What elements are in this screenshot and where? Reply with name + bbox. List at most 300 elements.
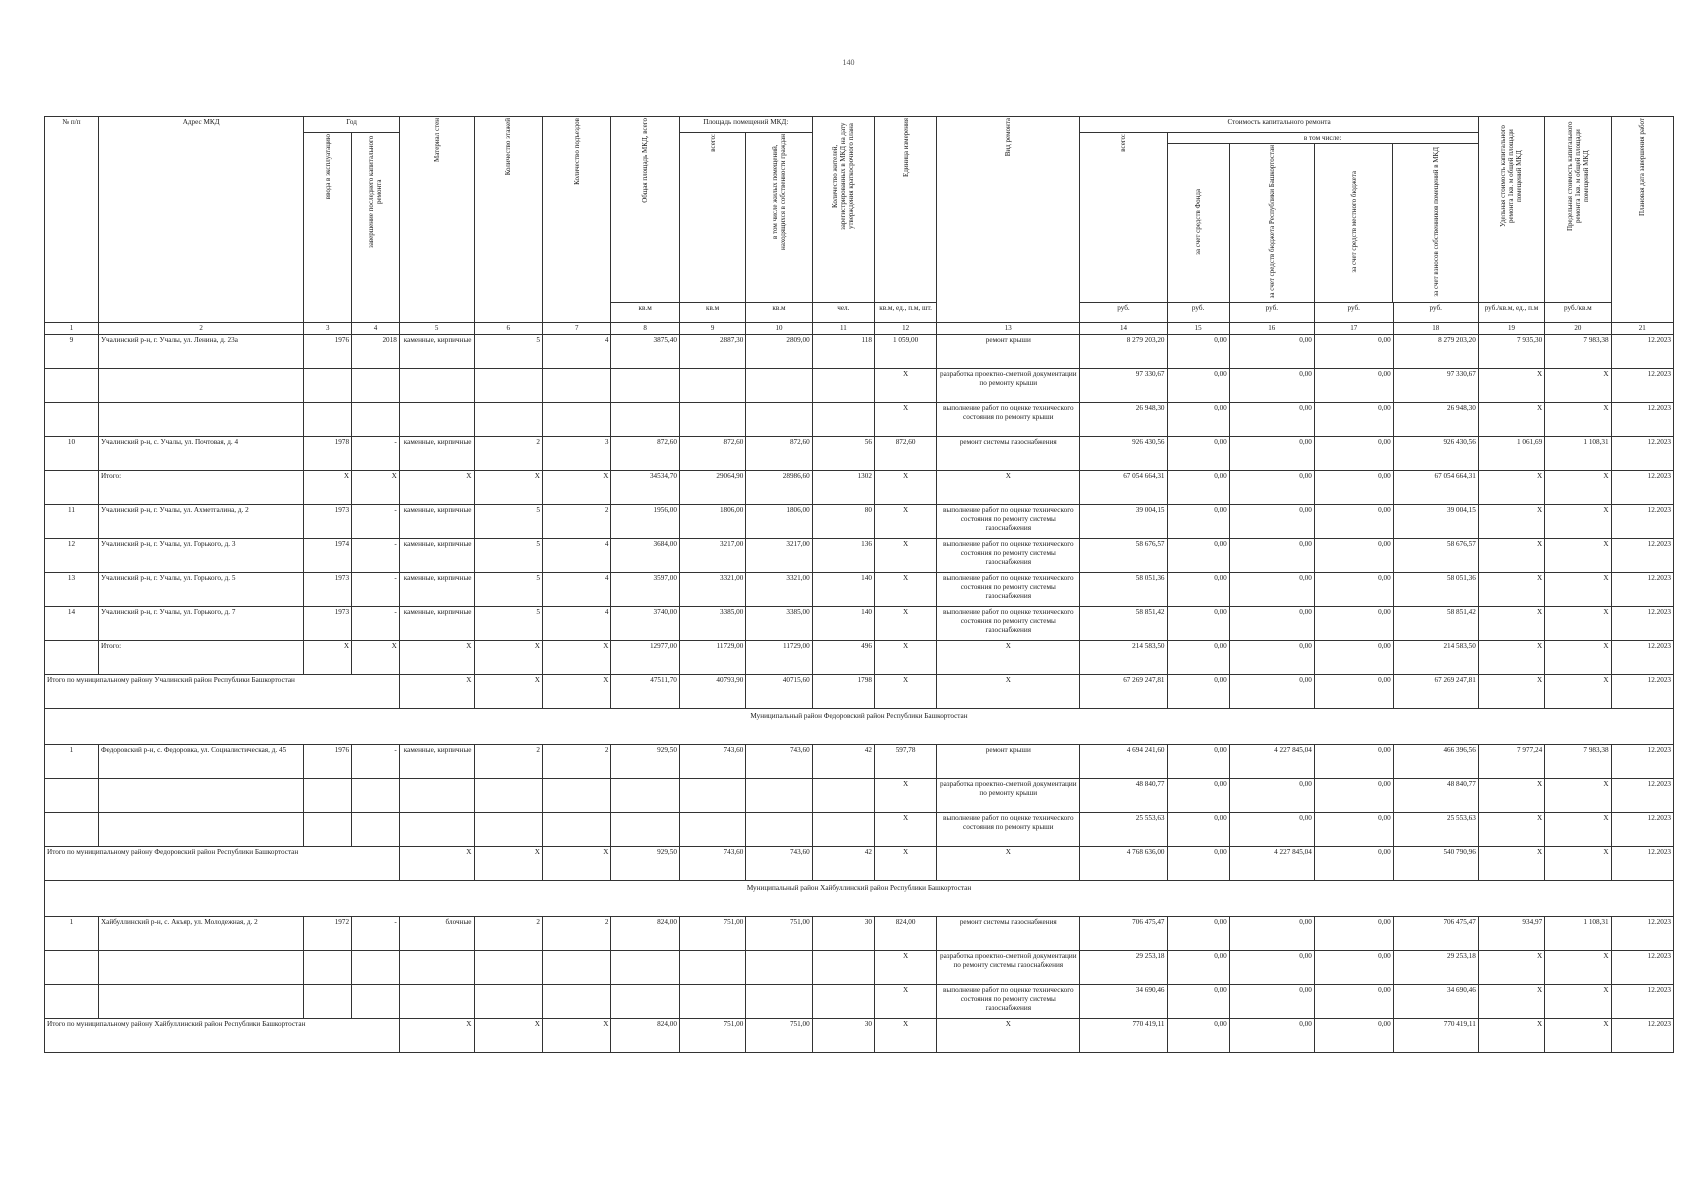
- cost-fund-cell: 0,00: [1167, 1019, 1229, 1053]
- repair-type-cell: ремонт крыши: [937, 745, 1080, 779]
- cost-fund-cell: 0,00: [1167, 847, 1229, 881]
- premises-total-cell: 2887,30: [679, 335, 745, 369]
- wall-material-cell: каменные, кирпичные: [399, 607, 474, 641]
- unit-cost-cell: 1 061,69: [1478, 437, 1544, 471]
- repair-type-cell: разработка проектно-сметной документации по ремонту крыши: [937, 369, 1080, 403]
- unit-cost-cell: X: [1478, 985, 1544, 1019]
- wall-material-cell: X: [399, 641, 474, 675]
- empty-cell: [352, 779, 400, 813]
- premises-total-cell: 743,60: [679, 745, 745, 779]
- cost-local-cell: 0,00: [1314, 335, 1393, 369]
- wall-material-cell: каменные, кирпичные: [399, 745, 474, 779]
- unit-cost-fund: руб.: [1167, 303, 1229, 323]
- empty-cell: [746, 813, 812, 847]
- address-cell: Учалинский р-н, г. Учалы, ул. Ленина, д. 23а: [98, 335, 303, 369]
- planned-date-cell: 12.2023: [1611, 641, 1673, 675]
- year-commission-cell: 1974: [304, 539, 352, 573]
- residents-cell: 42: [812, 847, 874, 881]
- entrances-cell: 4: [542, 539, 610, 573]
- sub-work-row: [45, 813, 1674, 847]
- entrances-cell: 4: [542, 573, 610, 607]
- header-planned-date: Плановая дата завершения работ: [1611, 117, 1673, 323]
- house-row: [45, 505, 1674, 539]
- wall-material-cell: каменные, кирпичные: [399, 335, 474, 369]
- cost-owners-cell: 97 330,67: [1393, 369, 1478, 403]
- measure-cell: X: [874, 847, 936, 881]
- empty-cell: [812, 985, 874, 1019]
- entrances-cell: X: [542, 471, 610, 505]
- empty-cell: [98, 779, 303, 813]
- max-cost-cell: X: [1545, 847, 1611, 881]
- header-year-commission: ввода в эксплуатацию: [304, 133, 352, 323]
- header-unit: Единица измерения: [874, 117, 936, 303]
- header-cost-republic: за счет средств бюджета Республики Башкортостан: [1230, 144, 1315, 302]
- row-number-cell: 12: [45, 539, 99, 573]
- total-area-cell: 824,00: [611, 1019, 679, 1053]
- residents-cell: 42: [812, 745, 874, 779]
- wall-material-cell: каменные, кирпичные: [399, 505, 474, 539]
- cost-local-cell: 0,00: [1314, 745, 1393, 779]
- row-number-cell: 11: [45, 505, 99, 539]
- cost-fund-cell: 0,00: [1167, 675, 1229, 709]
- cost-fund-cell: 0,00: [1167, 813, 1229, 847]
- premises-residential-cell: 1806,00: [746, 505, 812, 539]
- column-number: 17: [1314, 323, 1393, 335]
- year-last-repair-cell: -: [352, 917, 400, 951]
- sub-work-row: [45, 779, 1674, 813]
- residents-cell: 56: [812, 437, 874, 471]
- unit-unit-cost: руб./кв.м, ед., п.м: [1478, 303, 1544, 323]
- year-commission-cell: 1972: [304, 917, 352, 951]
- repair-type-cell: X: [937, 471, 1080, 505]
- cost-local-cell: 0,00: [1314, 813, 1393, 847]
- max-cost-cell: X: [1545, 607, 1611, 641]
- floors-cell: 2: [474, 745, 542, 779]
- subtotal-row: [45, 641, 1674, 675]
- column-number: 1: [45, 323, 99, 335]
- empty-cell: [399, 779, 474, 813]
- cost-total-cell: 214 583,50: [1080, 641, 1167, 675]
- year-last-repair-cell: -: [352, 539, 400, 573]
- planned-date-cell: 12.2023: [1611, 573, 1673, 607]
- unit-premises-residential: кв.м: [746, 303, 812, 323]
- unit-unit: кв.м, ед., п.м, шт.: [874, 303, 936, 323]
- cost-owners-cell: 58 676,57: [1393, 539, 1478, 573]
- cost-local-cell: 0,00: [1314, 607, 1393, 641]
- premises-total-cell: 29064,90: [679, 471, 745, 505]
- empty-cell: [45, 813, 99, 847]
- repair-type-cell: разработка проектно-сметной документации по ремонту крыши: [937, 779, 1080, 813]
- header-premises-area: Площадь помещений МКД:: [679, 117, 812, 133]
- max-cost-cell: X: [1545, 641, 1611, 675]
- year-commission-cell: 1973: [304, 505, 352, 539]
- total-area-cell: 824,00: [611, 917, 679, 951]
- cost-republic-cell: 0,00: [1229, 403, 1314, 437]
- column-number: 18: [1393, 323, 1478, 335]
- empty-cell: [399, 985, 474, 1019]
- measure-cell: X: [874, 1019, 936, 1053]
- empty-cell: [679, 369, 745, 403]
- table-body: [45, 335, 1674, 1053]
- measure-cell: X: [874, 675, 936, 709]
- empty-cell: [474, 813, 542, 847]
- measure-cell: X: [874, 985, 936, 1019]
- max-cost-cell: X: [1545, 573, 1611, 607]
- year-last-repair-cell: -: [352, 745, 400, 779]
- entrances-cell: 2: [542, 745, 610, 779]
- cost-total-cell: 39 004,15: [1080, 505, 1167, 539]
- cost-local-cell: 0,00: [1314, 847, 1393, 881]
- residents-cell: 140: [812, 607, 874, 641]
- unit-cost-total: руб.: [1080, 303, 1167, 323]
- empty-cell: [542, 985, 610, 1019]
- row-number-cell: 1: [45, 917, 99, 951]
- column-number: 2: [98, 323, 303, 335]
- floors-cell: X: [474, 641, 542, 675]
- empty-cell: [611, 403, 679, 437]
- repair-type-cell: выполнение работ по оценке технического состояния по ремонту системы газоснабжения: [937, 985, 1080, 1019]
- column-numbers-row: [45, 323, 1674, 335]
- empty-cell: [474, 985, 542, 1019]
- cost-local-cell: 0,00: [1314, 951, 1393, 985]
- entrances-cell: X: [542, 675, 610, 709]
- planned-date-cell: 12.2023: [1611, 779, 1673, 813]
- planned-date-cell: 12.2023: [1611, 1019, 1673, 1053]
- repair-type-cell: ремонт крыши: [937, 335, 1080, 369]
- entrances-cell: 3: [542, 437, 610, 471]
- column-number: 3: [304, 323, 352, 335]
- cost-republic-cell: 0,00: [1229, 641, 1314, 675]
- address-cell: Итого:: [98, 641, 303, 675]
- column-number: 16: [1229, 323, 1314, 335]
- header-entrances: Количество подъездов: [542, 117, 610, 323]
- empty-cell: [812, 369, 874, 403]
- residents-cell: 80: [812, 505, 874, 539]
- cost-republic-cell: 0,00: [1229, 917, 1314, 951]
- residents-cell: 1798: [812, 675, 874, 709]
- unit-cost-republic: руб.: [1229, 303, 1314, 323]
- sub-work-row: [45, 369, 1674, 403]
- empty-cell: [474, 779, 542, 813]
- cost-owners-cell: 29 253,18: [1393, 951, 1478, 985]
- cost-fund-cell: 0,00: [1167, 917, 1229, 951]
- empty-cell: [304, 813, 352, 847]
- planned-date-cell: 12.2023: [1611, 847, 1673, 881]
- cost-total-cell: 25 553,63: [1080, 813, 1167, 847]
- cost-total-cell: 29 253,18: [1080, 951, 1167, 985]
- cost-fund-cell: 0,00: [1167, 403, 1229, 437]
- unit-residents: чел.: [812, 303, 874, 323]
- planned-date-cell: 12.2023: [1611, 437, 1673, 471]
- column-number: 15: [1167, 323, 1229, 335]
- year-last-repair-cell: X: [352, 471, 400, 505]
- entrances-cell: 4: [542, 607, 610, 641]
- table-header: [45, 117, 1674, 335]
- header-repair-type: Вид ремонта: [937, 117, 1080, 323]
- column-number: 6: [474, 323, 542, 335]
- measure-cell: 872,60: [874, 437, 936, 471]
- empty-cell: [611, 951, 679, 985]
- measure-cell: 597,78: [874, 745, 936, 779]
- column-number: 10: [746, 323, 812, 335]
- cost-fund-cell: 0,00: [1167, 471, 1229, 505]
- residents-cell: 30: [812, 917, 874, 951]
- address-cell: Учалинский р-н, г. Учалы, ул. Горького, д. 7: [98, 607, 303, 641]
- empty-cell: [474, 951, 542, 985]
- district-total-row: [45, 675, 1674, 709]
- district-total-row: [45, 847, 1674, 881]
- empty-cell: [542, 951, 610, 985]
- empty-cell: [542, 369, 610, 403]
- floors-cell: 5: [474, 505, 542, 539]
- planned-date-cell: 12.2023: [1611, 607, 1673, 641]
- empty-cell: [98, 985, 303, 1019]
- unit-cost-cell: X: [1478, 403, 1544, 437]
- max-cost-cell: X: [1545, 471, 1611, 505]
- cost-owners-cell: 8 279 203,20: [1393, 335, 1478, 369]
- empty-cell: [352, 403, 400, 437]
- empty-cell: [399, 813, 474, 847]
- cost-republic-cell: 0,00: [1229, 779, 1314, 813]
- cost-republic-cell: 4 227 845,04: [1229, 847, 1314, 881]
- measure-cell: 1 059,00: [874, 335, 936, 369]
- total-area-cell: 3684,00: [611, 539, 679, 573]
- cost-fund-cell: 0,00: [1167, 573, 1229, 607]
- max-cost-cell: 1 108,31: [1545, 437, 1611, 471]
- address-cell: Учалинский р-н, г. Учалы, ул. Горького, д. 3: [98, 539, 303, 573]
- repair-type-cell: X: [937, 641, 1080, 675]
- address-cell: Итого:: [98, 471, 303, 505]
- cost-total-cell: 34 690,46: [1080, 985, 1167, 1019]
- cost-local-cell: 0,00: [1314, 1019, 1393, 1053]
- cost-owners-cell: 34 690,46: [1393, 985, 1478, 1019]
- header-num: № п/п: [45, 117, 99, 323]
- measure-cell: X: [874, 471, 936, 505]
- repair-type-cell: выполнение работ по оценке технического состояния по ремонту крыши: [937, 403, 1080, 437]
- premises-total-cell: 1806,00: [679, 505, 745, 539]
- district-section-title: Муниципальный район Хайбуллинский район Республики Башкортостан: [45, 881, 1674, 917]
- unit-cost-cell: X: [1478, 779, 1544, 813]
- empty-cell: [679, 985, 745, 1019]
- cost-fund-cell: 0,00: [1167, 539, 1229, 573]
- max-cost-cell: 1 108,31: [1545, 917, 1611, 951]
- unit-cost-cell: X: [1478, 847, 1544, 881]
- empty-cell: [304, 951, 352, 985]
- measure-cell: X: [874, 607, 936, 641]
- cost-owners-cell: 25 553,63: [1393, 813, 1478, 847]
- header-cost-owners: за счет взносов собственников помещений в МКД: [1431, 146, 1440, 297]
- measure-cell: X: [874, 403, 936, 437]
- max-cost-cell: X: [1545, 403, 1611, 437]
- empty-cell: [679, 951, 745, 985]
- empty-cell: [812, 779, 874, 813]
- cost-total-cell: 926 430,56: [1080, 437, 1167, 471]
- house-row: [45, 607, 1674, 641]
- max-cost-cell: 7 983,38: [1545, 335, 1611, 369]
- planned-date-cell: 12.2023: [1611, 813, 1673, 847]
- premises-total-cell: 751,00: [679, 1019, 745, 1053]
- cost-local-cell: 0,00: [1314, 675, 1393, 709]
- cost-owners-cell: 26 948,30: [1393, 403, 1478, 437]
- column-number: 21: [1611, 323, 1673, 335]
- empty-cell: [746, 369, 812, 403]
- empty-cell: [98, 813, 303, 847]
- empty-cell: [611, 369, 679, 403]
- unit-cost-cell: X: [1478, 1019, 1544, 1053]
- planned-date-cell: 12.2023: [1611, 917, 1673, 951]
- cost-total-cell: 770 419,11: [1080, 1019, 1167, 1053]
- cost-total-cell: 67 054 664,31: [1080, 471, 1167, 505]
- cost-total-cell: 706 475,47: [1080, 917, 1167, 951]
- column-number: 5: [399, 323, 474, 335]
- repair-type-cell: выполнение работ по оценке технического состояния по ремонту системы газоснабжения: [937, 573, 1080, 607]
- total-area-cell: 12977,00: [611, 641, 679, 675]
- sub-work-row: [45, 951, 1674, 985]
- premises-total-cell: 40793,90: [679, 675, 745, 709]
- row-number-cell: 10: [45, 437, 99, 471]
- column-number: 7: [542, 323, 610, 335]
- total-area-cell: 47511,70: [611, 675, 679, 709]
- address-cell: Федоровский р-н, с. Федоровка, ул. Социалистическая, д. 45: [98, 745, 303, 779]
- unit-cost-cell: X: [1478, 607, 1544, 641]
- repair-type-cell: выполнение работ по оценке технического состояния по ремонту крыши: [937, 813, 1080, 847]
- district-total-label: Итого по муниципальному району Хайбуллинский район Республики Башкортостан: [45, 1019, 400, 1053]
- floors-cell: X: [474, 1019, 542, 1053]
- unit-cost-cell: X: [1478, 369, 1544, 403]
- column-number: 14: [1080, 323, 1167, 335]
- premises-residential-cell: 751,00: [746, 917, 812, 951]
- repair-type-cell: X: [937, 847, 1080, 881]
- cost-total-cell: 4 768 636,00: [1080, 847, 1167, 881]
- measure-cell: X: [874, 813, 936, 847]
- year-last-repair-cell: -: [352, 437, 400, 471]
- unit-total-area: кв.м: [611, 303, 679, 323]
- unit-cost-cell: 7 935,30: [1478, 335, 1544, 369]
- wall-material-cell: каменные, кирпичные: [399, 573, 474, 607]
- max-cost-cell: X: [1545, 779, 1611, 813]
- premises-residential-cell: 3321,00: [746, 573, 812, 607]
- residents-cell: 136: [812, 539, 874, 573]
- premises-residential-cell: 3385,00: [746, 607, 812, 641]
- floors-cell: 2: [474, 437, 542, 471]
- premises-total-cell: 11729,00: [679, 641, 745, 675]
- empty-cell: [611, 813, 679, 847]
- empty-cell: [45, 779, 99, 813]
- year-commission-cell: 1976: [304, 335, 352, 369]
- entrances-cell: X: [542, 1019, 610, 1053]
- cost-owners-cell: 926 430,56: [1393, 437, 1478, 471]
- total-area-cell: 3597,00: [611, 573, 679, 607]
- empty-cell: [304, 779, 352, 813]
- measure-cell: X: [874, 573, 936, 607]
- empty-cell: [98, 951, 303, 985]
- wall-material-cell: X: [399, 1019, 474, 1053]
- repair-type-cell: выполнение работ по оценке технического состояния по ремонту системы газоснабжения: [937, 505, 1080, 539]
- empty-cell: [679, 779, 745, 813]
- empty-cell: [611, 985, 679, 1019]
- max-cost-cell: X: [1545, 539, 1611, 573]
- measure-cell: X: [874, 539, 936, 573]
- empty-cell: [542, 813, 610, 847]
- cost-local-cell: 0,00: [1314, 369, 1393, 403]
- planned-date-cell: 12.2023: [1611, 951, 1673, 985]
- planned-date-cell: 12.2023: [1611, 745, 1673, 779]
- cost-total-cell: 67 269 247,81: [1080, 675, 1167, 709]
- empty-cell: [399, 369, 474, 403]
- header-address: Адрес МКД: [98, 117, 303, 323]
- unit-cost-cell: X: [1478, 505, 1544, 539]
- column-number: 19: [1478, 323, 1544, 335]
- empty-cell: [679, 403, 745, 437]
- header-unit-cost: Удельная стоимость капитального ремонта 1кв. м общей площади помещений МКД: [1478, 117, 1544, 303]
- row-number-cell: 1: [45, 745, 99, 779]
- floors-cell: X: [474, 675, 542, 709]
- header-cost-including-group: [1167, 133, 1478, 303]
- cost-fund-cell: 0,00: [1167, 335, 1229, 369]
- cost-owners-cell: 39 004,15: [1393, 505, 1478, 539]
- premises-total-cell: 743,60: [679, 847, 745, 881]
- unit-max-cost: руб./кв.м: [1545, 303, 1611, 323]
- empty-cell: [45, 369, 99, 403]
- unit-cost-cell: X: [1478, 675, 1544, 709]
- row-number-cell: [45, 641, 99, 675]
- cost-owners-cell: 540 790,96: [1393, 847, 1478, 881]
- empty-cell: [746, 985, 812, 1019]
- empty-cell: [542, 779, 610, 813]
- unit-cost-local: руб.: [1314, 303, 1393, 323]
- unit-premises-total: кв.м: [679, 303, 745, 323]
- empty-cell: [352, 369, 400, 403]
- cost-owners-cell: 58 851,42: [1393, 607, 1478, 641]
- cost-republic-cell: 0,00: [1229, 335, 1314, 369]
- cost-local-cell: 0,00: [1314, 573, 1393, 607]
- cost-total-cell: 8 279 203,20: [1080, 335, 1167, 369]
- entrances-cell: 2: [542, 917, 610, 951]
- cost-owners-cell: 58 051,36: [1393, 573, 1478, 607]
- year-commission-cell: X: [304, 641, 352, 675]
- cost-republic-cell: 4 227 845,04: [1229, 745, 1314, 779]
- cost-republic-cell: 0,00: [1229, 675, 1314, 709]
- wall-material-cell: блочные: [399, 917, 474, 951]
- wall-material-cell: каменные, кирпичные: [399, 539, 474, 573]
- empty-cell: [399, 403, 474, 437]
- cost-total-cell: 58 676,57: [1080, 539, 1167, 573]
- row-number-cell: 14: [45, 607, 99, 641]
- empty-cell: [474, 369, 542, 403]
- planned-date-cell: 12.2023: [1611, 539, 1673, 573]
- unit-cost-cell: X: [1478, 573, 1544, 607]
- header-wall-material: Материал стен: [399, 117, 474, 323]
- residents-cell: 496: [812, 641, 874, 675]
- entrances-cell: 2: [542, 505, 610, 539]
- entrances-cell: 4: [542, 335, 610, 369]
- empty-cell: [611, 779, 679, 813]
- empty-cell: [45, 951, 99, 985]
- district-total-label: Итого по муниципальному району Федоровский район Республики Башкортостан: [45, 847, 400, 881]
- header-cost: Стоимость капитального ремонта: [1080, 117, 1478, 133]
- sub-work-row: [45, 403, 1674, 437]
- max-cost-cell: X: [1545, 505, 1611, 539]
- address-cell: Учалинский р-н, г. Учалы, ул. Ахметгалина, д. 2: [98, 505, 303, 539]
- repair-plan-sheet: [44, 116, 1674, 1053]
- cost-total-cell: 58 851,42: [1080, 607, 1167, 641]
- empty-cell: [542, 403, 610, 437]
- cost-republic-cell: 0,00: [1229, 505, 1314, 539]
- floors-cell: 5: [474, 335, 542, 369]
- cost-owners-cell: 67 054 664,31: [1393, 471, 1478, 505]
- district-section-row: [45, 709, 1674, 745]
- wall-material-cell: каменные, кирпичные: [399, 437, 474, 471]
